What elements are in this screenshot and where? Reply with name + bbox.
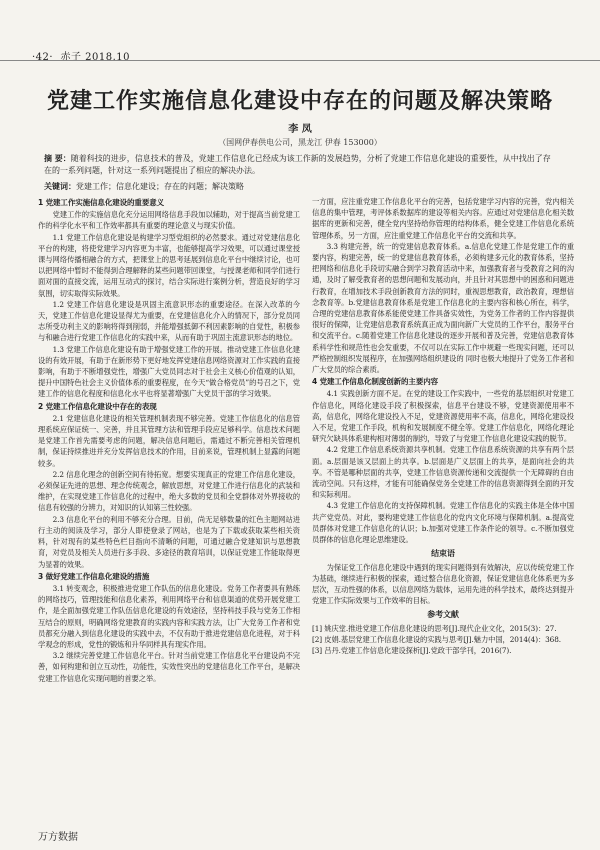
paragraph: 1.3 党建工作信息化建设有助于增强党建工作的开展。推动党建工作信息化建设的有效开展，有助于在新形势下更好地发挥党建信息网络资源对工作实践的直接影响，有助于不断增强党性，增强广大党员同志对于社会主义核心价值观的认知，提升中国特色社会主义价值体系的重要程度，在今天“做合格党员”的号召之下，党建工作的信息化程度和信息化水平也将显著增强广大党员干部的学习效果。 — [38, 344, 300, 399]
page-header — [0, 0, 600, 62]
keywords-text: 党建工作；信息化建设；存在的问题；解决策略 — [76, 182, 244, 191]
paragraph: 党建工作的实施信息化充分运用网络信息手段加以辅助，对于提高当前党建工作的科学化水平和工作效率都具有重要的理论意义与现实价值。 — [38, 210, 300, 231]
paper-title: 党建工作实施信息化建设中存在的问题及解决策略 — [46, 89, 553, 114]
left-column — [38, 196, 300, 828]
paragraph: 1.2 党建工作信息化建设是巩固主流意识形态的重要途径。在深入改革的今天，党建工作信息化建设显得尤为重要，在党建信息化介入的情况下，部分党员同志所受功利主义的影响将得到削弱，并能增强抵御不利因素影响的自觉性，积极参与和融合进行党建工作信息化的实践中来，从而有助于巩固主流意识形态的地位。 — [38, 299, 300, 343]
section-heading: 1 党建工作实施信息化建设的重要意义 — [38, 198, 165, 207]
section-heading: 3 做好党建工作信息化建设的措施 — [38, 571, 150, 581]
reference-item: [2] 皮娟.基层党建工作信息化建设的实践与思考[J].魅力中国，2014(4)：368. — [312, 634, 561, 644]
conclusion-heading: 结束语 — [431, 549, 455, 559]
section-heading: 2 党建工作信息化建设中存在的表现 — [38, 401, 157, 411]
journal-name: 赤子 2018.10 — [60, 52, 130, 63]
paragraph: 2.1 党建信息化建设的相关管理机制表现不够完善。党建工作信息化的信息管理系统应保证统一、完善，并且其管理方法和管理手段应足够科学。信息技术问题是党建工作首先需要考虑的问题，解决信息问题后，需通过不断完善相关管理机制，保证持续推进并充分发挥信息技术的作用，目前来说，管理机制上显露的问题较多。 — [38, 413, 300, 468]
paragraph: 2.2 信息化理念的创新空间有待拓宽。想要实现真正的党建工作信息化建设，必须保证先进的思想、理念传统观念，解放思想，对党建工作进行信息化的武装和维护，在实现党建工作信息化的过程中，绝大多数的党员和全党群体对外界接收的信息有较强的分辨力，对知识的认知第三性较强。 — [38, 469, 300, 513]
footer-watermark: 万方数据 — [38, 832, 78, 843]
abstract — [44, 153, 556, 177]
author: 李 凤 — [288, 124, 312, 135]
paragraph: 4.2 党建工作信息系统资源共享机制。党建工作信息系统资源的共享有两个层面。a.层面是该又层面上的共享。b.层面是广义层面上的共享，是面向社会的共享。不管是哪种层面的共享，党建工作信息资源传递和交流提供一个无障碍的自由流动空间。只有这样，才能有可能确保党务全党建工作的信息资源得到全面的开发和实际利用。 — [312, 445, 574, 500]
keywords-label: 关键词： — [44, 182, 76, 191]
paragraph: 3.1 转变观念，积极推进党建工作队伍的信息化建设。党务工作者要具有熟练的网络技巧，管理技能和信息化素养，利用网络平台和信息渠道的优势开展党建工作，是全面加强党建工作队伍信息化建设的有效途径，坚持科技手段与党务工作相互结合的原则，明确网络党建教育的实践内容和实践方法，让广大党务工作者和党员都充分融入到信息化建设的实践中去，不仅有助于推进党建信息化进程，对于科学观念的形成，党性的锻炼和升华同样具有现实作用。 — [38, 583, 300, 649]
paragraph: 4.3 党建工作信息化的支持保障机制。党建工作信息化的实践主体是全体中国共产党党员。对此，要构建党建工作信息化的党内文化环境与保障机制。a.提高党员群体对党建工作信息化的认识；b.加强对党建工作条件论的领导。c.不断加强党员群体的信息化理论思维建设。 — [312, 501, 574, 545]
reference-list — [312, 623, 574, 657]
reference-item: [3] 吕丹.党建工作信息化建设探析[J].党政干部学刊，2016(7). — [312, 645, 512, 655]
paragraph: 为保证党工作信息化建设中遇到的现实问题得到有效解决，应以传统党建工作为基础，继续进行积极的探索，通过整合信息化资源，保证党建信息化体系更为多层次，互动性强的体系，以信息网络为载体，运用先进的科学技术，最终达到提升党建工作实际效果与工作效率的目标。 — [312, 562, 574, 606]
header-rule — [0, 60, 600, 61]
references-heading: 参考文献 — [427, 610, 459, 620]
keywords — [44, 181, 556, 192]
paragraph: 一方面，应注重党建工作信息化平台的完善，包括党建学习内容的完善，党内相关信息的集中管理，考评体系数据库的建设等相关内容。应通过对党建信息化相关数据库的更新和完善，健全党内坚持给你管理的结构体系，健全党建工作信息化系统管理体系，另一方面，应注重党建工作信息化平台的交流和共享。 — [312, 197, 574, 240]
paragraph: 3.3 构建完善，统一的党建信息教育体系。a.信息化党建工作是党建工作的重要内容，构建完善，统一的党建信息教育体系，必须构建多元化的教育体系，坚持把网络和信息化手段切实融合到学习教育活动中来，加强教育者与受教育之间的沟通，及时了解受教育者的思想问题和发展动向，并且针对其思想中的困惑和问题进行教育，在增加技术手段创新教育方法的同时，重视思想教育，政治教育，理想信念教育等。b.党建信息教育体系是党建工作信息化的主要内容和核心所在，科学，合理的党建信息教育体系能使党建工作具备实效性，为党务工作者的工作内容提供很好的保障，让党建信息教育系统真正成为面向新广大党员的工作平台，服务平台和交流平台。c.随着党建工作信息化建设的逐步开展和普及完善，党建信息教育体系科学性和规范性也会发重要，不仅可以在实际工作中规避一些现实问题，还可以严格控制组织发展程序，在加强网络组织建设的 同时也极大地提升了党务工作者和广大党员的综合素质。 — [312, 241, 574, 375]
reference-item: [1] 姚庆堂.推进党建工作信息化建设的思考[J].现代企业文化，2015(3)：27. — [312, 623, 557, 633]
paragraph: 4.1 实践创新方面不足。在党的建设工作实践中，一些党的基层组织对党建工作信息化，网络化建设手段了积极探索，信息平台建设不够，党建资源使用率不高，信息化，网络化建设投入不足，党建资源使用率不高，信息化，网络化建设投入不足，党建工作手段，机构和发展制度不健全等。党建工作信息化，网络化理论研究欠缺具体系建构相对薄弱的制约，导致了与党建工作信息化建设实践的脱节。 — [312, 389, 574, 444]
page-number: ·42· 赤子 2018.10 — [32, 52, 130, 63]
affiliation: （国网伊春供电公司，黑龙江 伊春 153000） — [218, 138, 382, 147]
right-column — [312, 196, 574, 836]
paragraph: 3.2 继续完善党建工作信息化平台。针对当前党建工作信息化平台建设尚不完善，如何构建和创立互动性，功能性，实效性突出的党建信息化工作平台，是解决党建工作信息化实现问题的首要之举。 — [38, 651, 300, 683]
paragraph: 1.1 党建工作信息化建设是构建学习型党组织的必然要求。通过对党建信息化平台的构建，将使党建学习内容更为丰富，也能够提高学习效果，可以通过课堂授课与网络传播相融合的方式，把课堂上的思考延展到信息化平台中继续讨论，也可以把网络中暂时不能得到合理解释的某些问题带回课堂，与授课老师和同学们进行面对面的直接交流，运用互动式的探讨，结合实际进行案例分析，营造良好的学习氛围，切实取得实际效果。 — [38, 232, 300, 298]
paragraph: 2.3 信息化平台的利用不够充分合理。目前，尚无足够数量的红色主题网站进行主动的阅读及学习，部分人即使登录了网站，也是为了下载或获取某些相关资料，针对现有的某些特色栏目指向不清晰的问题，可通过融合党建知识与思想教育，对党员及相关人员进行多手段、多途径的教育培训，以保证党建工作能取得更为显著的效果。 — [38, 514, 300, 569]
section-heading: 4 党建工作信息化制度创新的主要内容 — [312, 377, 439, 387]
abstract-text: 随着科技的进步，信息技术的普及，党建工作信息化已经成为该工作新的发展趋势，分析了党建工作信息化建设的重要性，从中找出了存在的一系列问题，针对这一系列问题提出了相应的解决办法。 — [44, 154, 551, 175]
abstract-label: 摘 要： — [44, 154, 71, 163]
